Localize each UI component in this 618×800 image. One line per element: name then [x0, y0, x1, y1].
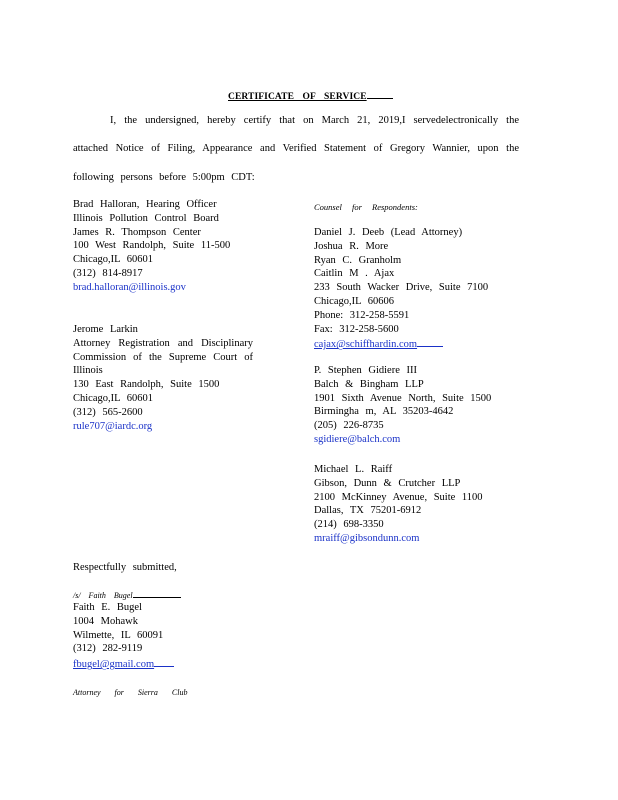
attorney-role: Attorney for Sierra Club [73, 688, 188, 697]
recipient-line: (312) 565-2600 [73, 406, 143, 418]
recipient-line: Dallas, TX 75201-6912 [314, 505, 422, 517]
counsel-heading: Counsel for Respondents: [314, 202, 418, 212]
recipient-line: Jerome Larkin [73, 324, 138, 335]
recipient-halloran [73, 198, 230, 295]
paragraph-line-2: attached Notice of Filing, Appearance and Verified Statement of Gregory Wannier, upon the [73, 143, 519, 154]
email-link[interactable]: rule707@iardc.org [73, 420, 153, 432]
signature-line: (312) 282-9119 [73, 643, 143, 655]
signature-block [73, 601, 174, 670]
closing-text: Respectfully submitted, [73, 562, 177, 573]
recipient-line: P. Stephen Gidiere III [314, 365, 417, 376]
recipient-line: Gibson, Dunn & Crutcher LLP [314, 477, 461, 489]
recipient-line: Fax: 312-258-5600 [314, 323, 399, 335]
signature-line: 1004 Mohawk [73, 615, 138, 627]
email-link-row [73, 656, 174, 670]
email-link[interactable]: sgidiere@balch.com [314, 433, 401, 445]
email-link[interactable]: fbugel@gmail.com [73, 659, 155, 671]
recipient-line: Chicago,IL 60601 [73, 254, 154, 266]
recipient-line: (312) 814-8917 [73, 267, 143, 279]
paragraph-line-1: I, the undersigned, hereby certify that on March 21, 2019,I servedelectronically the [110, 115, 519, 126]
email-link[interactable]: mraiff@gibsondunn.com [314, 532, 420, 544]
recipient-line: Phone: 312-258-5591 [314, 309, 410, 321]
recipient-line: Michael L. Raiff [314, 464, 393, 475]
recipient-line: 1901 Sixth Avenue North, Suite 1500 [314, 392, 492, 404]
recipient-line: Birmingha m, AL 35203-4642 [314, 406, 454, 418]
recipient-line: Illinois [73, 365, 103, 377]
signature-line: Faith E. Bugel [73, 602, 142, 613]
recipient-larkin [73, 323, 253, 433]
recipient-line: Caitlin M . Ajax [314, 268, 395, 280]
recipient-line: Ryan C. Granholm [314, 254, 402, 266]
electronic-signature: /s/ Faith Bugel [73, 589, 181, 603]
recipient-deeb [314, 226, 488, 350]
recipient-line: 2100 McKinney Avenue, Suite 1100 [314, 491, 483, 503]
recipient-line: James R. Thompson Center [73, 226, 201, 238]
recipient-line: (205) 226-8735 [314, 420, 384, 432]
recipient-line: Attorney Registration and Disciplinary [73, 337, 253, 349]
recipient-raiff [314, 463, 483, 546]
certificate-title: CERTIFICATE OF SERVICE [228, 89, 393, 102]
email-link[interactable]: brad.halloran@illinois.gov [73, 281, 186, 293]
recipient-line: 100 West Randolph, Suite 11-500 [73, 240, 231, 252]
signature-line: Wilmette, IL 60091 [73, 629, 164, 641]
recipient-gidiere [314, 364, 491, 447]
recipient-line: Daniel J. Deeb (Lead Attorney) [314, 227, 463, 238]
email-link-row [314, 336, 488, 350]
recipient-line: Balch & Bingham LLP [314, 378, 424, 390]
recipient-line: Chicago,IL 60601 [73, 392, 154, 404]
recipient-line: Chicago,IL 60606 [314, 295, 395, 307]
recipient-line: Commission of the Supreme Court of [73, 351, 253, 363]
recipient-line: 130 East Randolph, Suite 1500 [73, 379, 220, 391]
recipient-line: Illinois Pollution Control Board [73, 212, 219, 224]
recipient-line: Brad Halloran, Hearing Officer [73, 199, 217, 210]
recipient-line: 233 South Wacker Drive, Suite 7100 [314, 282, 489, 294]
recipient-line: (214) 698-3350 [314, 519, 384, 531]
email-link[interactable]: cajax@schiffhardin.com [314, 339, 418, 351]
paragraph-line-3: following persons before 5:00pm CDT: [73, 172, 255, 183]
recipient-line: Joshua R. More [314, 240, 389, 252]
